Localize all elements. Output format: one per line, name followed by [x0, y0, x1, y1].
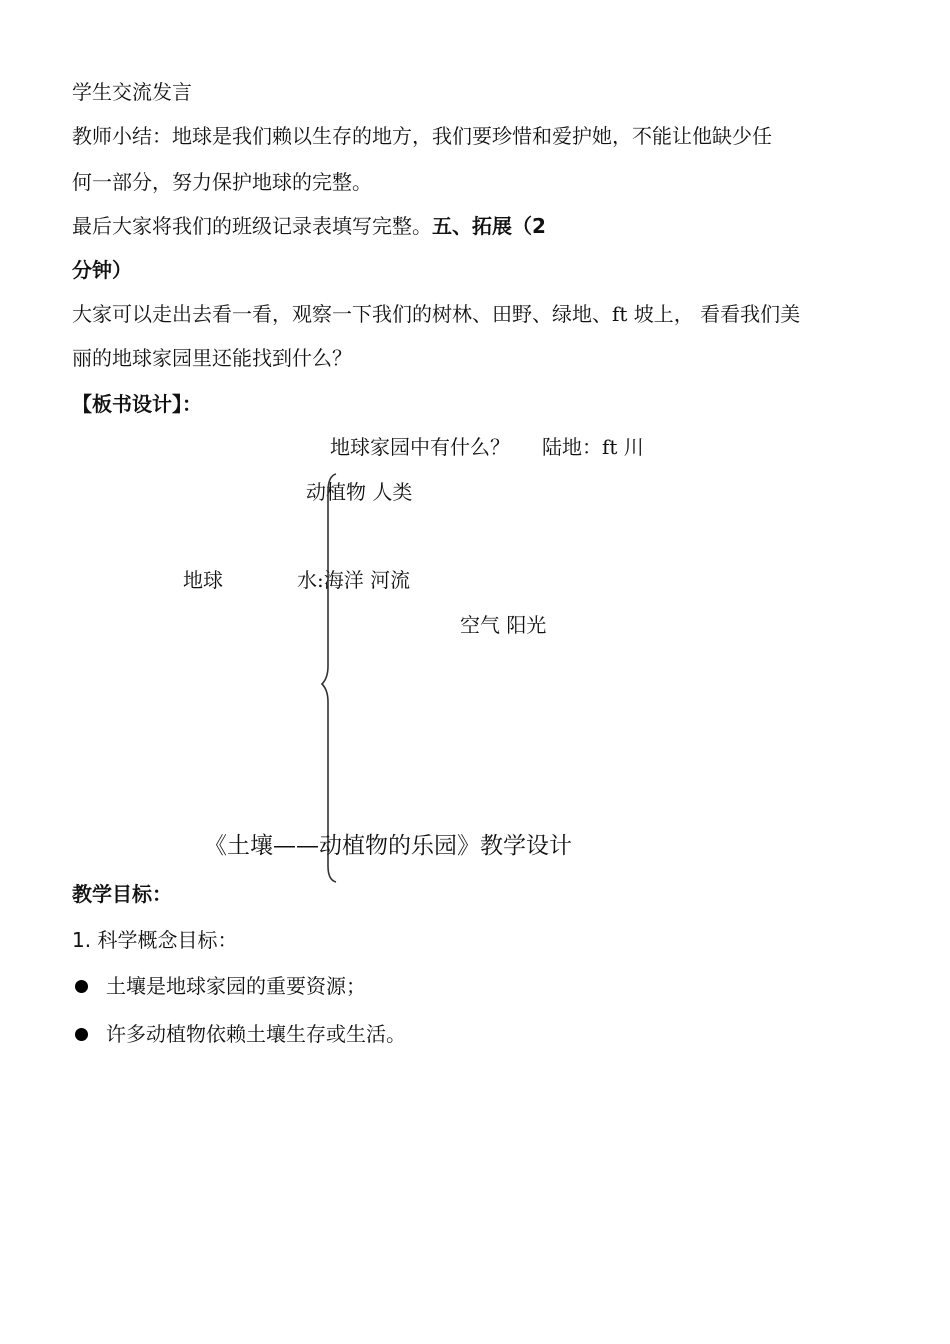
board-question: 地球家园中有什么？ [330, 435, 510, 459]
board-land: 陆地：ft 川 [542, 435, 644, 459]
text-line-go-outside: 大家可以走出去看一看，观察一下我们的树林、田野、绿地、ft 坡上， 看看我们美 [72, 302, 801, 326]
science-concept-heading [72, 926, 237, 954]
section-heading-extension-duration: 分钟） [72, 258, 132, 282]
science-concept-text: 1. 科学概念目标： [72, 928, 238, 952]
bullet-icon [75, 1028, 88, 1041]
bullet-icon [75, 980, 88, 993]
board-water: 水:海洋 河流 [297, 568, 411, 592]
text-line-find-more: 丽的地球家园里还能找到什么？ [72, 346, 352, 370]
curly-brace-icon [318, 470, 348, 890]
teaching-goals-heading: 教学目标： [72, 882, 172, 906]
text-line-record-table [72, 212, 546, 240]
text-line-teacher-summary: 教师小结：地球是我们赖以生存的地方，我们要珍惜和爱护她，不能让他缺少任 [72, 124, 772, 148]
bullet-item-animals-plants: 许多动植物依赖土壤生存或生活。 [106, 1022, 406, 1046]
text-line-summary-continued: 何一部分，努力保护地球的完整。 [72, 170, 372, 194]
record-table-text: 最后大家将我们的班级记录表填写完整。 [72, 214, 432, 238]
board-animals-humans: 动植物 人类 [306, 480, 413, 504]
board-earth-label: 地球 [183, 568, 223, 592]
section-heading-extension: 五、拓展（2 [432, 214, 546, 238]
board-design-heading: 【板书设计】： [72, 392, 202, 416]
lesson-title: 《土壤——动植物的乐园》教学设计 [204, 833, 572, 859]
board-air-sunlight: 空气 阳光 [460, 613, 547, 637]
text-line-student-discussion: 学生交流发言 [72, 80, 192, 104]
bullet-item-soil-resource: 土壤是地球家园的重要资源； [106, 974, 366, 998]
